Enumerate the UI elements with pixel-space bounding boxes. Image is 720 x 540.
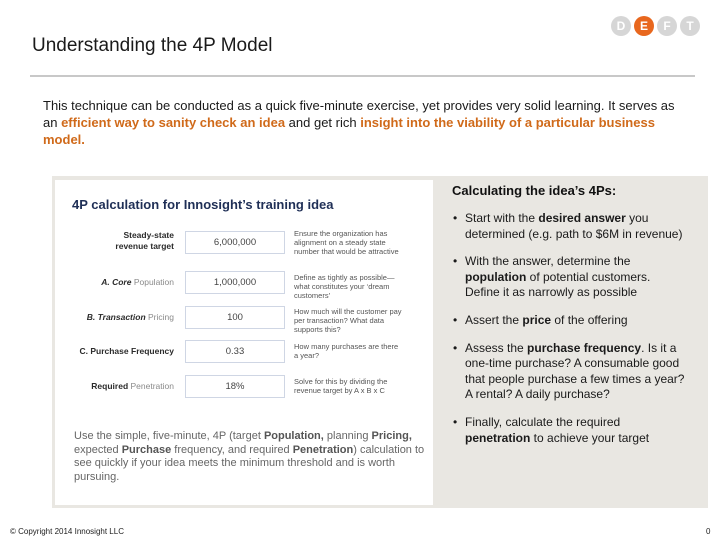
row-desc-penetration: Solve for this by dividing the revenue target by A x B x C xyxy=(294,377,388,395)
row-label-muted: Penetration xyxy=(130,381,174,391)
deft-logo xyxy=(611,16,700,36)
row-desc-pricing: How much will the customer pay per transaction? What data supports this? xyxy=(294,307,402,334)
step-bold: desired answer xyxy=(538,211,626,225)
page-number: 0 xyxy=(706,527,711,536)
step-bold: price xyxy=(522,312,552,327)
step-text: Assess the xyxy=(465,340,528,355)
step-text: With the answer, determine the xyxy=(465,254,631,269)
row-label-muted: Pricing xyxy=(148,312,174,322)
intro-text-1: This technique can be conducted as a quick five-minute exercise, yet provides very solid learning. It serves as an xyxy=(43,98,675,130)
value-box-population: 1,000,000 xyxy=(185,271,285,294)
logo-letter-t: T xyxy=(680,16,700,36)
step-bold: population xyxy=(465,269,527,284)
steps-list xyxy=(453,211,685,446)
logo-letter-d: D xyxy=(611,16,631,36)
step-item xyxy=(453,415,685,446)
step-item xyxy=(453,313,685,329)
value-box-penetration: 18% xyxy=(185,375,285,398)
step-item xyxy=(453,254,685,301)
row-label-strong: C. Purchase xyxy=(79,346,129,356)
value-box-revenue-target: 6,000,000 xyxy=(185,231,285,254)
row-label-population xyxy=(66,277,174,288)
row-label-strong-2: revenue target xyxy=(115,241,174,251)
row-label-muted: Population xyxy=(133,277,174,287)
row-label-penetration xyxy=(66,381,174,392)
step-text: Assert the xyxy=(465,312,523,327)
note-text: expected xyxy=(74,443,122,456)
step-text: of potential customers. Define it as narrowly as possible xyxy=(465,269,651,300)
step-item xyxy=(453,211,685,242)
value-box-frequency: 0.33 xyxy=(185,340,285,363)
note-bold: Pricing, xyxy=(371,430,412,442)
note-text: ) calculation to see quickly if your idea meets the minimum threshold and is worth pursuing. xyxy=(74,443,425,483)
row-label-pricing xyxy=(66,312,174,323)
copyright-footer: © Copyright 2014 Innosight LLC xyxy=(10,527,124,536)
value-box-pricing: 100 xyxy=(185,306,285,329)
title-divider xyxy=(30,75,695,77)
note-bold: Purchase xyxy=(121,443,172,456)
steps-heading: Calculating the idea’s 4Ps: xyxy=(452,183,617,198)
page-title: Understanding the 4P Model xyxy=(32,35,273,56)
step-text: of the offering xyxy=(551,312,628,327)
step-text: Finally, calculate the required xyxy=(465,414,621,429)
note-text: planning xyxy=(323,430,372,442)
row-label-strong: B. Transaction xyxy=(86,312,146,322)
step-text: you determined (e.g. path to $6M in revenue) xyxy=(465,211,683,241)
intro-emphasis-2: insight into the viability of a particular business model. xyxy=(43,115,655,147)
step-text: Start with the xyxy=(465,211,539,225)
card-note xyxy=(74,430,426,484)
row-label-revenue-target xyxy=(66,230,174,252)
step-text: to achieve your target xyxy=(530,430,650,445)
row-desc-revenue-target: Ensure the organization has alignment on a steady state number that would be attractive xyxy=(294,229,399,256)
step-bold: penetration xyxy=(465,430,531,445)
row-label-strong-2: Frequency xyxy=(131,346,174,356)
step-bold: purchase frequency xyxy=(527,340,642,355)
logo-letter-f: F xyxy=(657,16,677,36)
row-desc-population: Define as tightly as possible—what constitutes your ‘dream customers’ xyxy=(294,273,395,300)
intro-text-2: and get rich xyxy=(285,115,361,130)
logo-letter-e: E xyxy=(634,16,654,36)
intro-paragraph xyxy=(43,97,683,148)
row-label-strong: A. Core xyxy=(101,277,132,287)
card-title: 4P calculation for Innosight’s training idea xyxy=(72,197,334,212)
row-label-strong: Required xyxy=(91,381,129,391)
note-text: frequency, and required xyxy=(171,443,293,456)
step-item xyxy=(453,341,685,403)
note-text: Use the simple, five-minute, 4P (target xyxy=(74,430,264,442)
note-bold: Penetration xyxy=(292,443,354,456)
step-text: . Is it a one-time purchase? A consumable good that people purchase a few times a year? A rental? A daily purchase? xyxy=(465,340,685,402)
row-desc-frequency: How many purchases are there a year? xyxy=(294,342,399,360)
row-label-frequency xyxy=(66,346,174,357)
note-bold: Population, xyxy=(263,430,324,442)
row-label-strong: Steady-state xyxy=(123,230,174,240)
intro-emphasis-1: efficient way to sanity check an idea xyxy=(61,115,286,130)
